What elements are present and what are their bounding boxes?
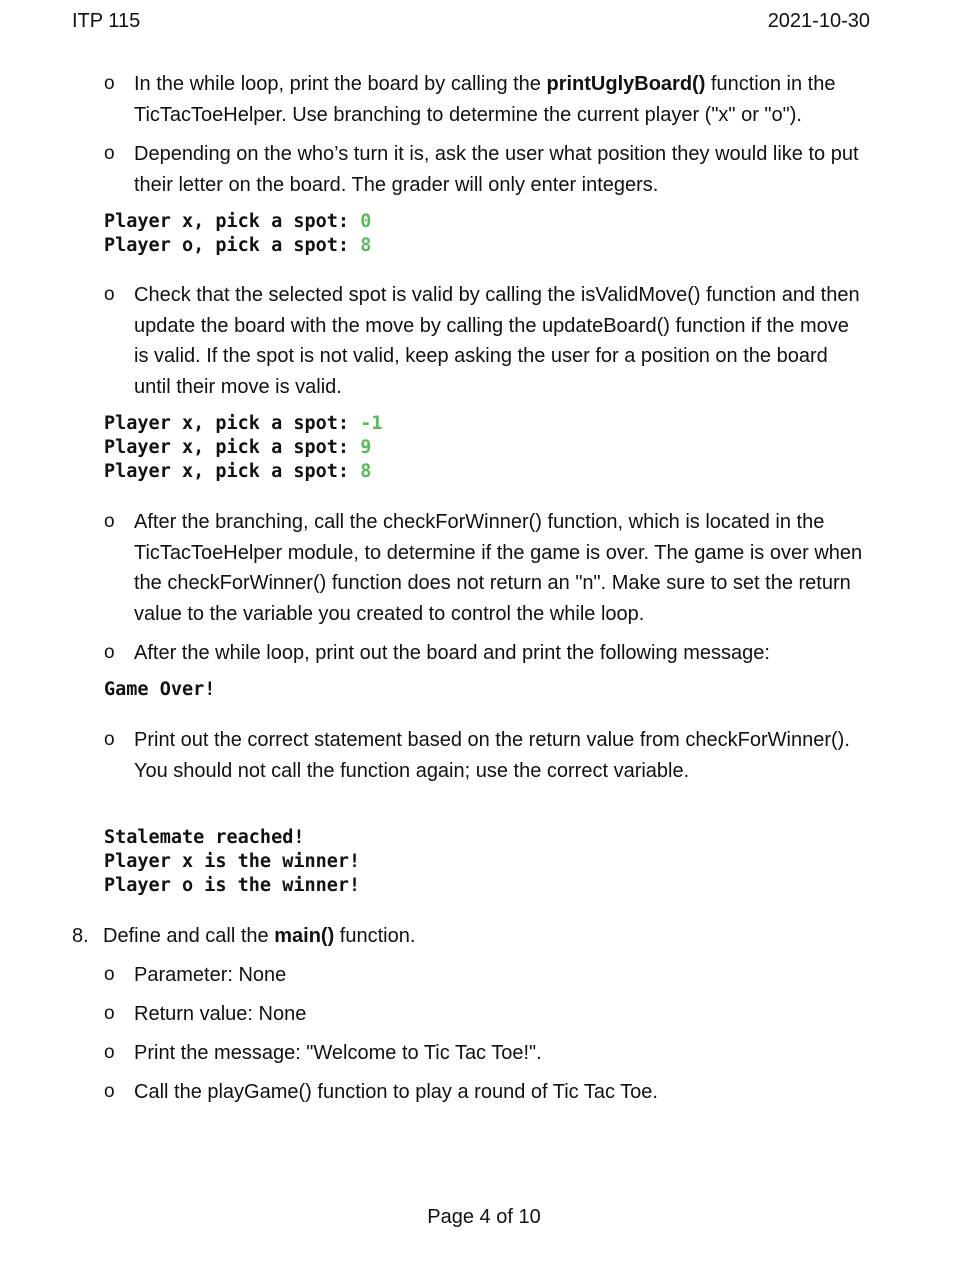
code-line: Game Over! <box>104 679 216 700</box>
list-item: o Print out the correct statement based on the return value from checkForWinner(). You should not call the function again; use the correct variable. <box>104 725 864 786</box>
code-line: Player o, pick a spot: 8 <box>104 235 372 256</box>
list-item: o Call the playGame() function to play a round of Tic Tac Toe. <box>104 1077 864 1108</box>
bullet-marker: o <box>104 1042 115 1063</box>
bullet-marker: o <box>104 511 115 532</box>
code-line: Player x, pick a spot: 0 <box>104 211 372 232</box>
list-item: o After the branching, call the checkForWinner() function, which is located in the TicTacToeHelper module, to determine if the game is over. The game is over when the checkForWinner() function does not return an "n". Make sure to set the return value to the variable you created to control the while loop. <box>104 507 864 629</box>
bullet-marker: o <box>104 642 115 663</box>
bullet-marker: o <box>104 1003 115 1024</box>
list-item: o Check that the selected spot is valid by calling the isValidMove() function and then update the board with the move by calling the updateBoard() function if the move is valid. If the spot is not valid, keep asking the user for a position on the board until their move is valid. <box>104 280 864 402</box>
bullet-marker: o <box>104 1081 115 1102</box>
code-line: Player x is the winner! <box>104 851 361 872</box>
function-name: printUglyBoard() <box>546 73 706 95</box>
code-line: Player x, pick a spot: 9 <box>104 437 372 458</box>
list-item: o In the while loop, print the board by calling the printUglyBoard() function in the TicTacToeHelper. Use branching to determine the current player ("x" or "o"). <box>104 69 864 130</box>
document-date: 2021-10-30 <box>767 10 870 32</box>
course-title: ITP 115 <box>72 10 141 32</box>
bullet-marker: o <box>104 964 115 985</box>
code-line: Player o is the winner! <box>104 875 361 896</box>
code-block <box>104 826 360 898</box>
code-line: Player x, pick a spot: -1 <box>104 413 383 434</box>
code-line: Player x, pick a spot: 8 <box>104 461 372 482</box>
bullet-marker: o <box>104 143 115 164</box>
list-item: o Print the message: "Welcome to Tic Tac Toe!". <box>104 1038 864 1069</box>
list-item: o Parameter: None <box>104 960 864 991</box>
bullet-marker: o <box>104 73 115 94</box>
page-number: Page 4 of 10 <box>427 1206 541 1228</box>
bullet-marker: o <box>104 284 115 305</box>
code-block <box>104 210 371 258</box>
list-item: o Return value: None <box>104 999 864 1030</box>
bullet-marker: o <box>104 729 115 750</box>
function-name: main() <box>274 925 335 947</box>
code-line: Stalemate reached! <box>104 827 305 848</box>
step-number: 8. <box>72 925 89 947</box>
list-item: o Depending on the who’s turn it is, ask the user what position they would like to put their letter on the board. The grader will only enter integers. <box>104 139 864 200</box>
code-block <box>104 412 382 484</box>
list-item: o After the while loop, print out the board and print the following message: <box>104 638 864 669</box>
code-block <box>104 678 215 702</box>
numbered-step: 8. Define and call the main() function. <box>72 921 415 951</box>
